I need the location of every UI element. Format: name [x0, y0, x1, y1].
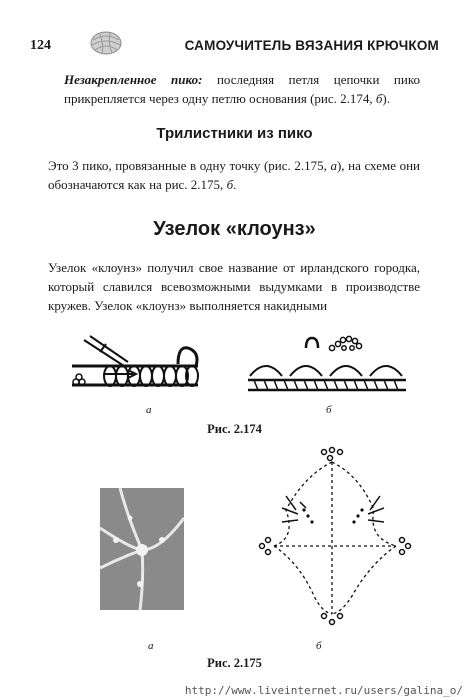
figure-174b-illustration	[244, 330, 410, 406]
figure-174a-illustration	[66, 330, 226, 406]
figure-175b-label: б	[316, 640, 322, 652]
heading-trefoils: Трилистники из пико	[156, 125, 313, 142]
figure-175-caption: Рис. 2.175	[207, 656, 262, 670]
figure-175a-label: а	[148, 640, 154, 652]
figure-174a-label: а	[146, 404, 152, 416]
figure-174b-label: б	[326, 404, 332, 416]
figure-175a-photo	[100, 488, 184, 610]
term-unfixed-picot: Незакрепленное пико:	[64, 72, 203, 87]
page-header	[30, 22, 439, 62]
paragraph-unfixed-picot: Незакрепленное пико: последняя петля цепочки пико прикрепляется через одну петлю основания (рис. 2.174, б).	[64, 72, 420, 106]
crochet-sample-image	[100, 488, 184, 610]
figure-175b-diagram	[252, 446, 418, 630]
paragraph-trefoils: Это 3 пико, провязанные в одну точку (рис. 2.175, а), на схеме они обозначаются как на рис. 2.175, б.	[48, 158, 421, 192]
book-title: САМОУЧИТЕЛЬ ВЯЗАНИЯ КРЮЧКОМ	[184, 38, 439, 53]
watermark-url: http://www.liveinternet.ru/users/galina_o/	[184, 684, 463, 697]
paragraph-clones-knot: Узелок «клоунз» получил свое название от ирландского городка, который славился всевозможными выдумками в производстве кружев. Узелок «клоунз» выполняется накидными	[48, 260, 420, 313]
heading-clones-knot: Узелок «клоунз»	[153, 218, 316, 240]
figure-174-caption: Рис. 2.174	[207, 422, 262, 436]
page-number: 124	[30, 38, 51, 53]
yarn-ball-icon	[88, 26, 124, 56]
